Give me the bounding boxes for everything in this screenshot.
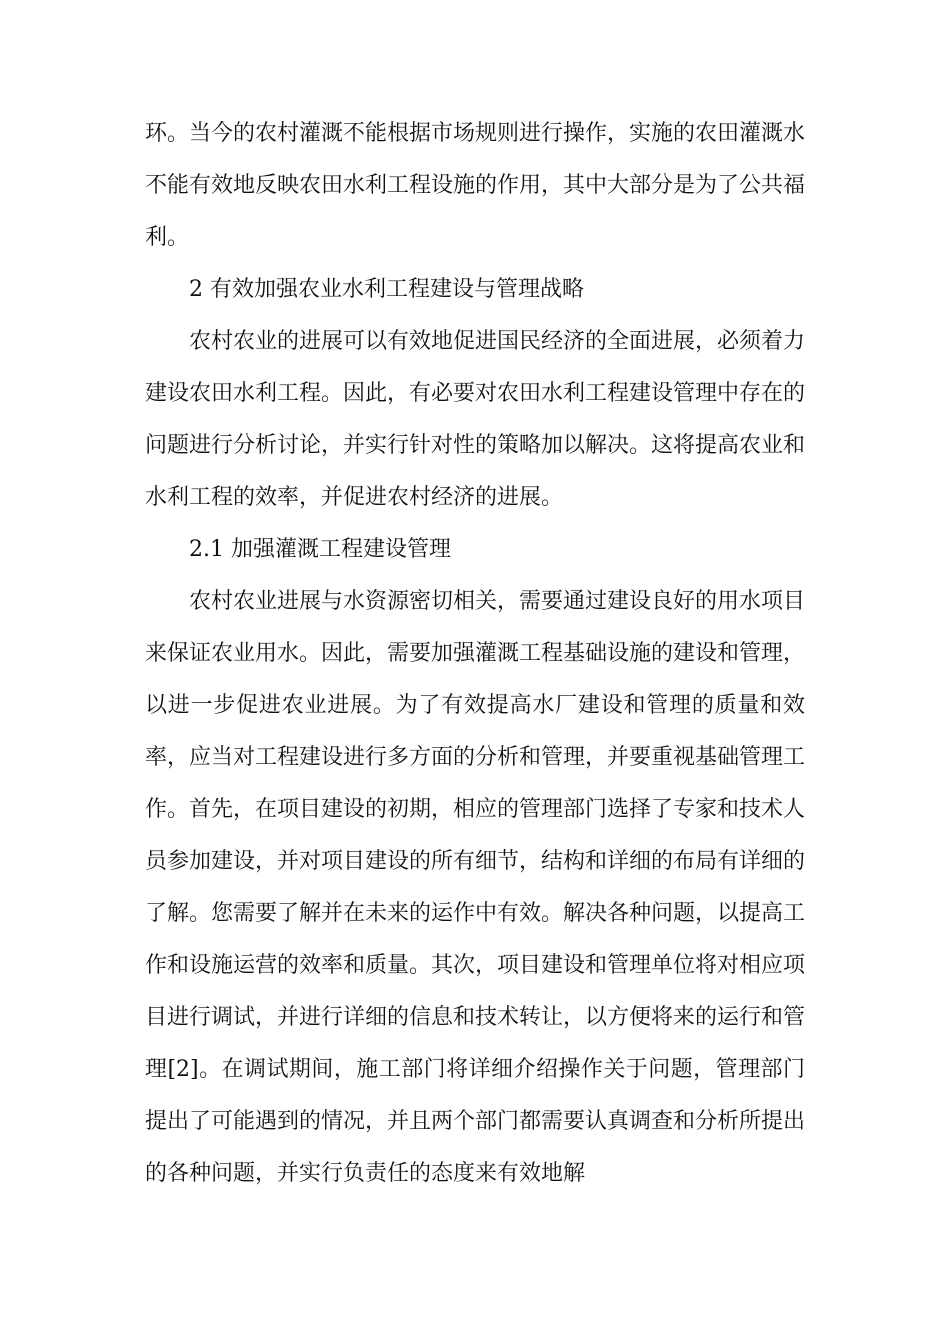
document-body [145, 108, 805, 1200]
paragraph-section-2-intro: 农村农业的进展可以有效地促进国民经济的全面进展，必须着力建设农田水利工程。因此，有必要对农田水利工程建设管理中存在的问题进行分析讨论，并实行针对性的策略加以解决。这将提高农业和水利工程的效率，并促进农村经济的进展。 [145, 329, 806, 510]
paragraph-section-2-1-body: 农村农业进展与水资源密切相关，需要通过建设良好的用水项目来保证农业用水。因此，需要加强灌溉工程基础设施的建设和管理，以进一步促进农业进展。为了有效提高水厂建设和管理的质量和效率，应当对工程建设进行多方面的分析和管理，并要重视基础管理工作。首先，在项目建设的初期，相应的管理部门选择了专家和技术人员参加建设，并对项目建设的所有细节，结构和详细的布局有详细的了解。您需要了解并在未来的运作中有效。解决各种问题，以提高工作和设施运营的效率和质量。其次，项目建设和管理单位将对相应项目进行调试，并进行详细的信息和技术转让，以方便将来的运行和管理[2]。在调试期间，施工部门将详细介绍操作关于问题，管理部门提出了可能遇到的情况，并且两个部门都需要认真调查和分析所提出的各种问题，并实行负责任的态度来有效地解 [145, 589, 806, 1186]
section-heading-2-1: 2.1 加强灌溉工程建设管理 [189, 537, 451, 562]
paragraph-continuation: 环。当今的农村灌溉不能根据市场规则进行操作，实施的农田灌溉水不能有效地反映农田水利工程设施的作用，其中大部分是为了公共福利。 [145, 121, 806, 250]
section-heading-2: 2 有效加强农业水利工程建设与管理战略 [189, 277, 584, 302]
